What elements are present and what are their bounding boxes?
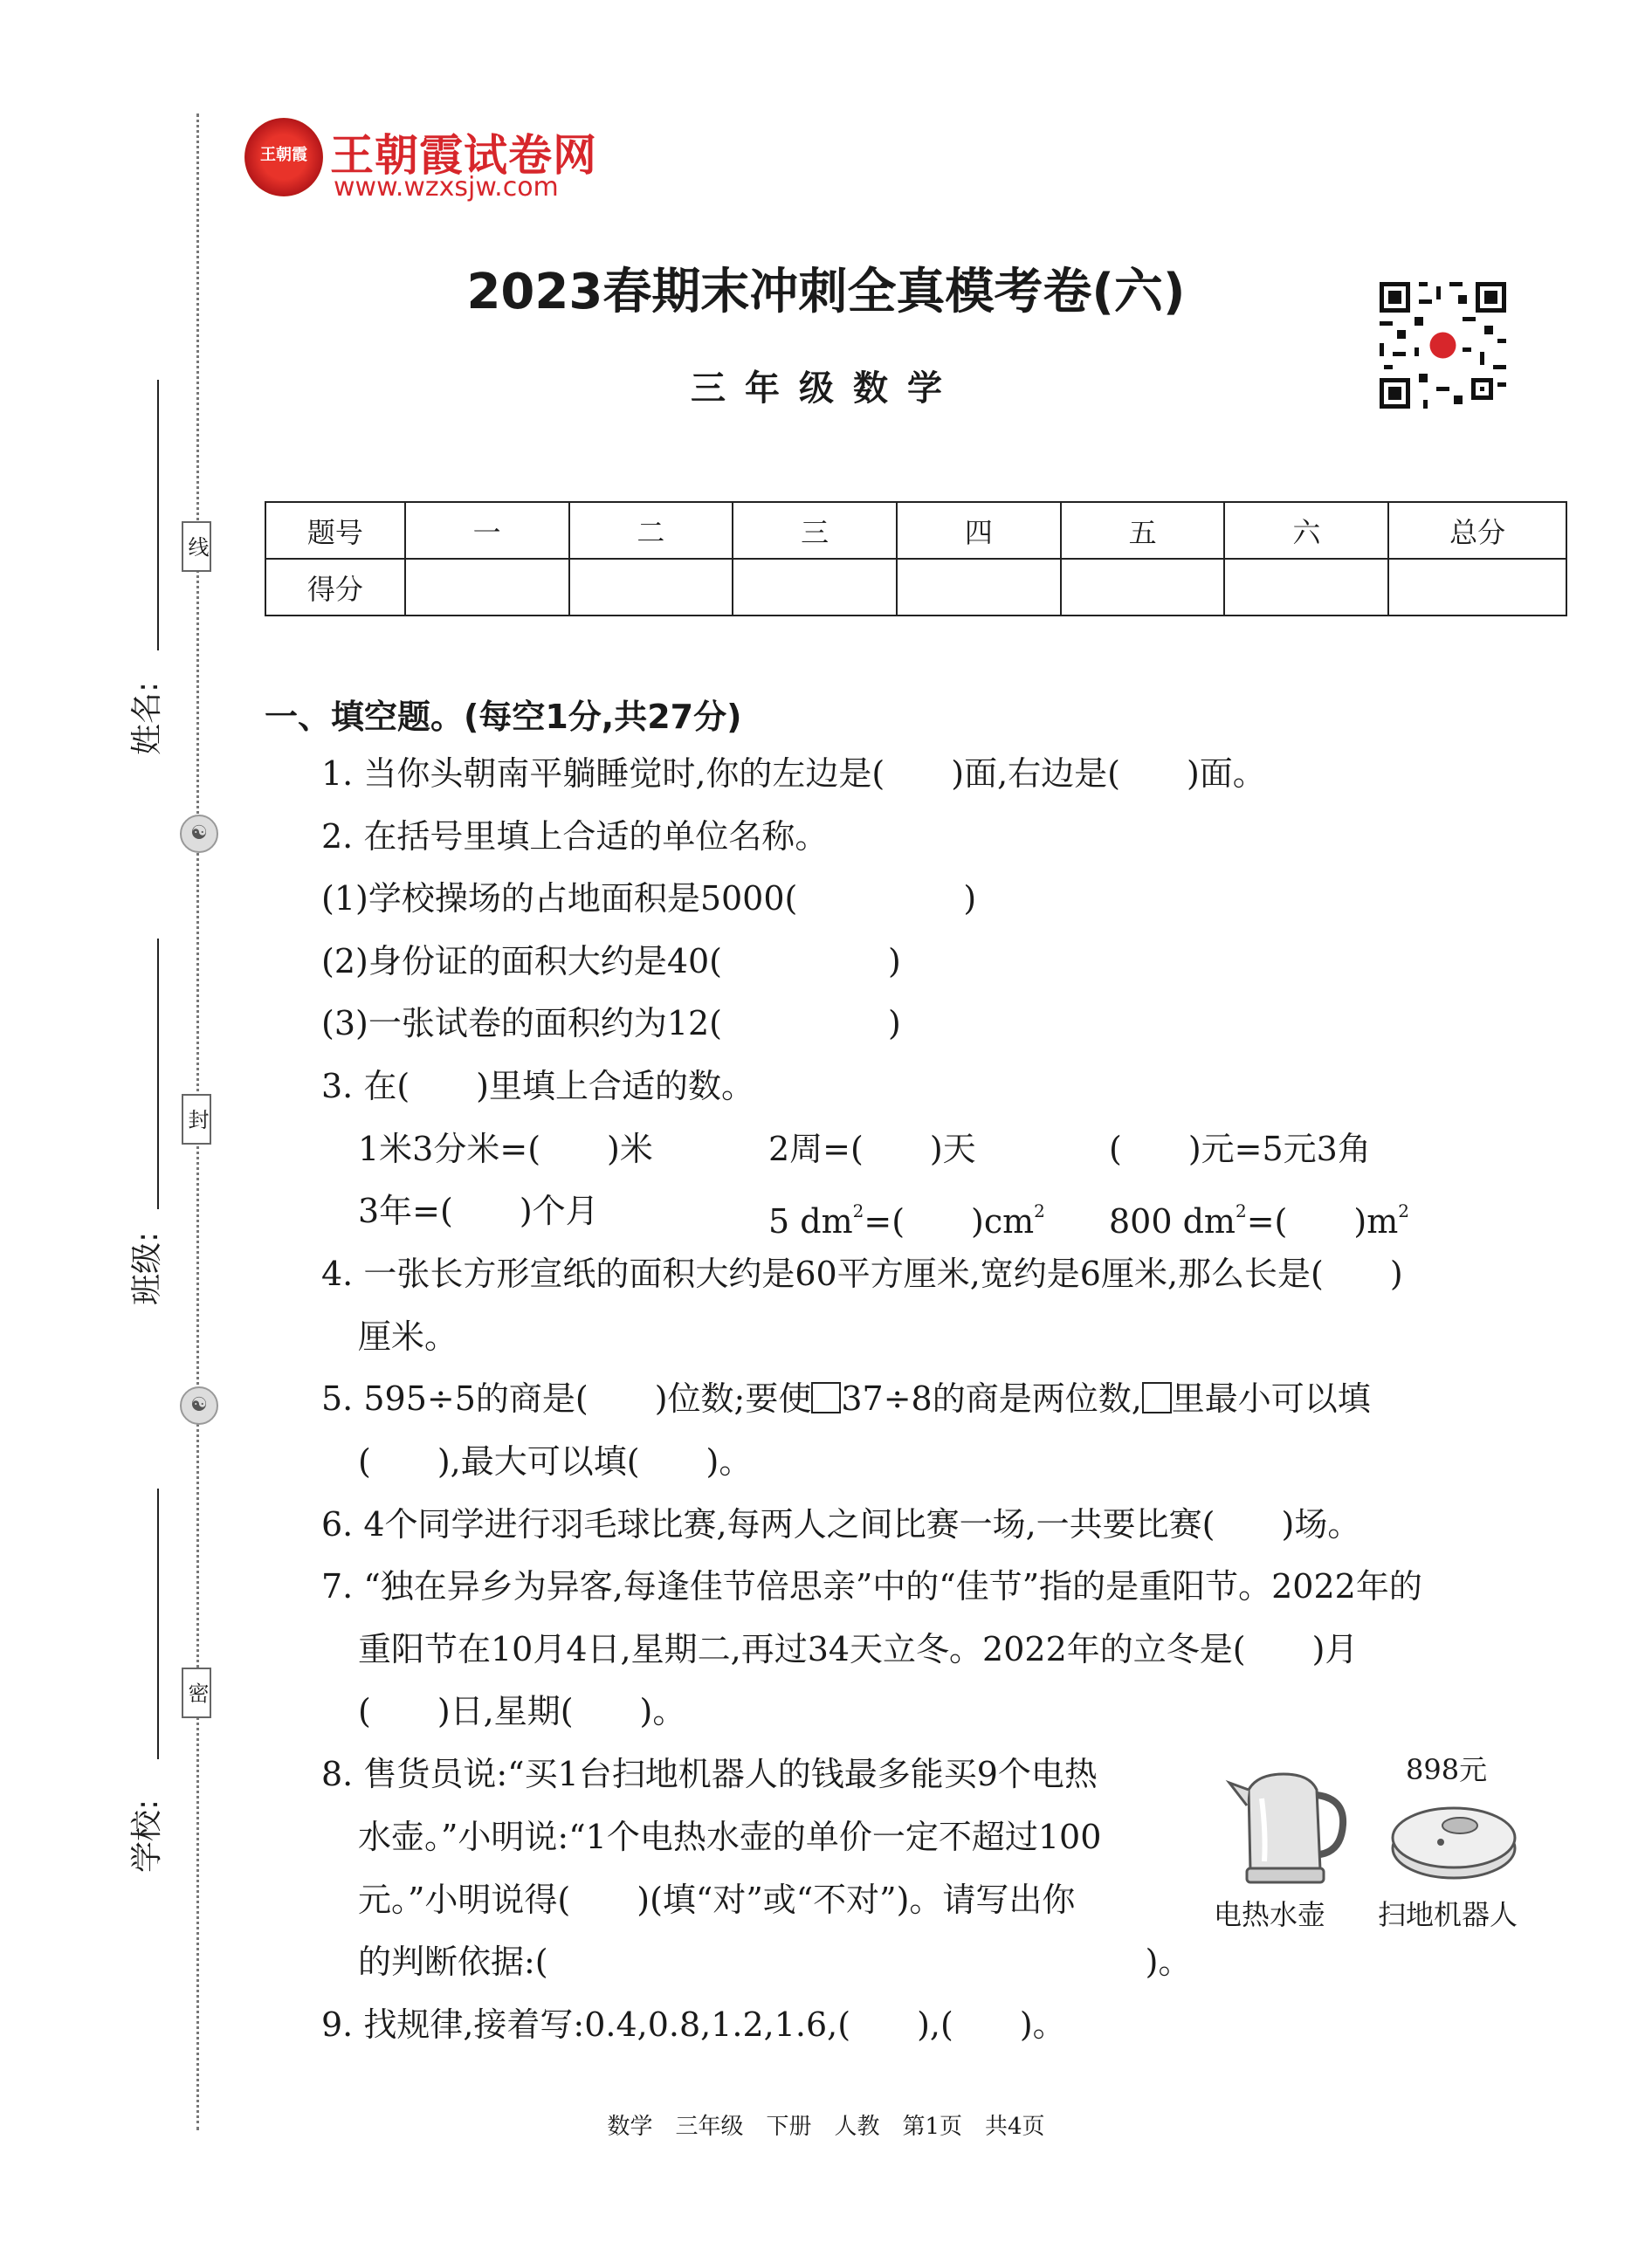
page-title: 2023春期末冲刺全真模考卷(六) bbox=[466, 264, 1186, 320]
question-9: 9. 找规律,接着写:0.4,0.8,1.2,1.6,( ),( )。 bbox=[321, 2005, 1066, 2044]
table-row-label: 得分 bbox=[265, 559, 405, 616]
score-cell[interactable] bbox=[733, 559, 897, 616]
table-header-cell: 五 bbox=[1061, 502, 1225, 559]
table-header-cell: 总分 bbox=[1388, 502, 1566, 559]
score-table bbox=[265, 501, 1567, 616]
name-label: 姓名: bbox=[129, 681, 165, 755]
table-row bbox=[265, 502, 1566, 559]
school-blank[interactable] bbox=[157, 1489, 159, 1759]
page-subtitle: 三年级数学 bbox=[691, 368, 961, 409]
table-row bbox=[265, 559, 1566, 616]
logo-url[interactable]: www.wzxsjw.com bbox=[334, 172, 559, 203]
question-7: 7. “独在异乡为异客,每逢佳节倍思亲”中的“佳节”指的是重阳节。2022年的 bbox=[321, 1567, 1422, 1606]
robot-price: 898元 bbox=[1406, 1753, 1488, 1786]
score-cell[interactable] bbox=[897, 559, 1061, 616]
question-2: 2. 在括号里填上合适的单位名称。 bbox=[321, 817, 829, 856]
score-cell[interactable] bbox=[569, 559, 733, 616]
question-6: 6. 4个同学进行羽毛球比赛,每两人之间比赛一场,一共要比赛( )场。 bbox=[321, 1505, 1361, 1544]
robot-label: 扫地机器人 bbox=[1378, 1898, 1518, 1931]
table-header-cell: 一 bbox=[405, 502, 569, 559]
question-3-item-3: ( )元=5元3角 bbox=[1109, 1130, 1371, 1168]
question-7-cont: ( )日,星期( )。 bbox=[358, 1692, 686, 1730]
kettle-label: 电热水壶 bbox=[1214, 1898, 1326, 1931]
robot-vacuum-icon bbox=[1388, 1794, 1519, 1886]
score-cell[interactable] bbox=[1388, 559, 1566, 616]
question-3-item-2: 2周=( )天 bbox=[768, 1130, 976, 1168]
question-2-part-3: (3)一张试卷的面积约为12( ) bbox=[321, 1004, 901, 1042]
score-cell[interactable] bbox=[1061, 559, 1225, 616]
class-blank[interactable] bbox=[157, 939, 159, 1209]
school-label: 学校: bbox=[129, 1799, 165, 1873]
question-3-item-5: 5 $dm^2=$( )$cm^2$ bbox=[768, 1200, 1045, 1241]
question-8-cont: 元。”小明说得( )(填“对”或“不对”)。请写出你 bbox=[358, 1881, 1076, 1919]
question-3-item-4: 3年=( )个月 bbox=[358, 1192, 599, 1230]
question-2-part-2: (2)身份证的面积大约是40( ) bbox=[321, 942, 901, 980]
table-header-cell: 三 bbox=[733, 502, 897, 559]
table-header-cell: 四 bbox=[897, 502, 1061, 559]
blank-box bbox=[811, 1382, 841, 1413]
question-8: 8. 售货员说:“买1台扫地机器人的钱最多能买9个电热 bbox=[321, 1755, 1098, 1793]
question-4-cont: 厘米。 bbox=[358, 1317, 458, 1356]
question-4: 4. 一张长方形宣纸的面积大约是60平方厘米,宽约是6厘米,那么长是( ) bbox=[321, 1255, 1403, 1293]
binding-word-seal: 封 bbox=[182, 1094, 211, 1145]
electric-kettle-icon bbox=[1222, 1764, 1353, 1890]
score-cell[interactable] bbox=[1224, 559, 1388, 616]
question-3-item-1: 1米3分米=( )米 bbox=[358, 1130, 653, 1168]
question-7-cont: 重阳节在10月4日,星期二,再过34天立冬。2022年的立冬是( )月 bbox=[358, 1630, 1359, 1668]
name-blank[interactable] bbox=[157, 380, 159, 650]
question-2-part-1: (1)学校操场的占地面积是5000( ) bbox=[321, 879, 977, 918]
question-8-cont: 水壶。”小明说:“1个电热水壶的单价一定不超过100 bbox=[358, 1818, 1102, 1856]
question-3: 3. 在( )里填上合适的数。 bbox=[321, 1067, 754, 1105]
page-footer: 数学 三年级 下册 人教 第1页 共4页 bbox=[607, 2114, 1045, 2140]
table-header-cell: 六 bbox=[1224, 502, 1388, 559]
table-header-cell: 二 bbox=[569, 502, 733, 559]
binding-ornament: ☯ bbox=[180, 815, 218, 853]
question-5-cont: ( ),最大可以填( )。 bbox=[358, 1442, 753, 1481]
binding-word-secret: 密 bbox=[182, 1668, 211, 1718]
table-header-cell: 题号 bbox=[265, 502, 405, 559]
blank-box bbox=[1142, 1382, 1172, 1413]
score-cell[interactable] bbox=[405, 559, 569, 616]
qr-code-icon bbox=[1375, 278, 1511, 413]
question-3-item-6: 800 $dm^2=$( )$m^2$ bbox=[1109, 1200, 1409, 1241]
question-5: 5. 595÷5的商是( )位数;要使 37÷8的商是两位数, 里最小可以填 bbox=[321, 1379, 1371, 1418]
question-8-cont: 的判断依据:( )。 bbox=[358, 1943, 1192, 1981]
binding-word-line: 线 bbox=[182, 521, 211, 572]
logo-title: 王朝霞试卷网 bbox=[330, 130, 597, 181]
logo-badge-icon: 王朝霞 bbox=[244, 118, 323, 196]
class-label: 班级: bbox=[129, 1231, 165, 1305]
binding-ornament: ☯ bbox=[180, 1386, 218, 1425]
section-title: 一、填空题。(每空1分,共27分) bbox=[265, 698, 742, 736]
question-1: 1. 当你头朝南平躺睡觉时,你的左边是( )面,右边是( )面。 bbox=[321, 754, 1266, 793]
